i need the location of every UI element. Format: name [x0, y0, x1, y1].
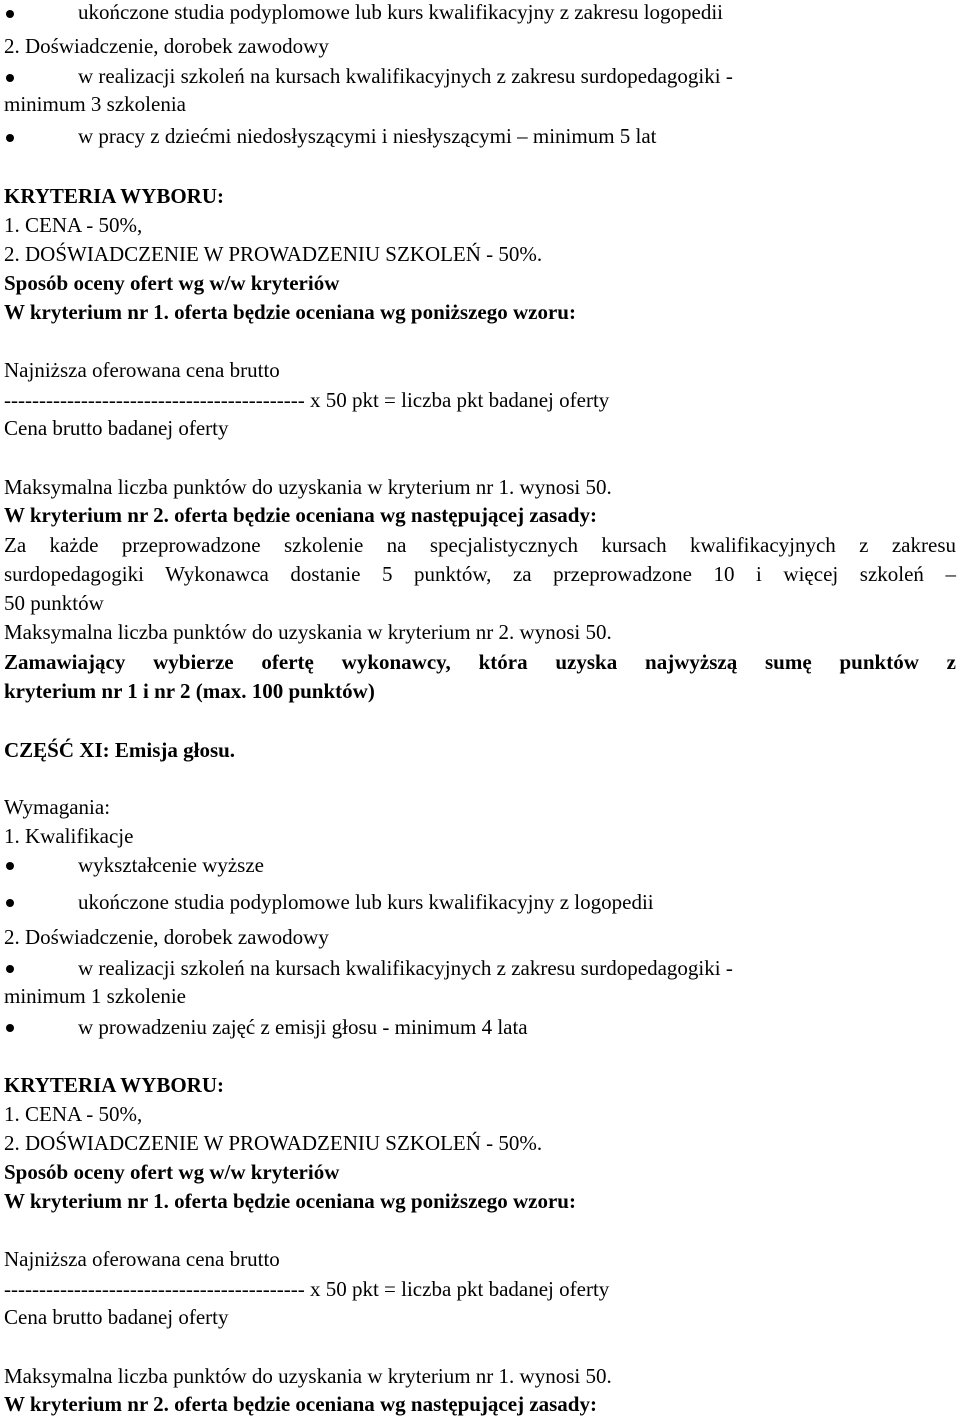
- experience-item-continuation: minimum 3 szkolenia: [4, 92, 186, 116]
- criteria-heading: KRYTERIA WYBORU:: [4, 184, 224, 208]
- requirements-heading: Wymagania:: [4, 795, 111, 819]
- criterion2-rule: 50 punktów: [4, 591, 104, 615]
- bullet-icon: [6, 134, 14, 142]
- criteria-item: 1. CENA - 50%,: [4, 213, 143, 237]
- experience-item: w realizacji szkoleń na kursach kwalifikacyjnych z zakresu surdopedagogiki -: [78, 64, 733, 88]
- experience-item: w realizacji szkoleń na kursach kwalifikacyjnych z zakresu surdopedagogiki -: [78, 956, 733, 980]
- criteria-item: 1. CENA - 50%,: [4, 1102, 143, 1126]
- criterion2-heading: W kryterium nr 2. oferta będzie oceniana wg następującej zasady:: [4, 1392, 597, 1416]
- qualification-item: ukończone studia podyplomowe lub kurs kwalifikacyjny z zakresu logopedii: [78, 0, 724, 24]
- formula-line: ------------------------------------------- x 50 pkt = liczba pkt badanej oferty: [4, 1277, 610, 1301]
- summary-continuation: kryterium nr 1 i nr 2 (max. 100 punktów): [4, 679, 375, 703]
- experience-heading: 2. Doświadczenie, dorobek zawodowy: [4, 925, 329, 949]
- criteria-heading: KRYTERIA WYBORU:: [4, 1073, 224, 1097]
- experience-item-continuation: minimum 1 szkolenie: [4, 984, 186, 1008]
- qualification-item: ukończone studia podyplomowe lub kurs kwalifikacyjny z logopedii: [78, 890, 654, 914]
- bullet-icon: [6, 1024, 14, 1032]
- qualification-item: wykształcenie wyższe: [78, 853, 264, 877]
- experience-heading: 2. Doświadczenie, dorobek zawodowy: [4, 34, 329, 58]
- evaluation-heading: Sposób oceny ofert wg w/w kryteriów: [4, 1160, 340, 1184]
- experience-item: w pracy z dziećmi niedosłyszącymi i niesłyszącymi – minimum 5 lat: [78, 124, 657, 148]
- criterion1-max: Maksymalna liczba punktów do uzyskania w kryterium nr 1. wynosi 50.: [4, 1364, 612, 1388]
- formula-line: ------------------------------------------- x 50 pkt = liczba pkt badanej oferty: [4, 388, 610, 412]
- formula-numerator: Najniższa oferowana cena brutto: [4, 1247, 280, 1271]
- criterion1-heading: W kryterium nr 1. oferta będzie oceniana wg poniższego wzoru:: [4, 300, 576, 324]
- criterion2-rule: surdopedagogiki Wykonawca dostanie 5 punktów, za przeprowadzone 10 i więcej szkoleń –: [4, 562, 956, 586]
- section-title: CZĘŚĆ XI: Emisja głosu.: [4, 738, 236, 762]
- criterion2-heading: W kryterium nr 2. oferta będzie oceniana wg następującej zasady:: [4, 503, 597, 527]
- summary: Zamawiający wybierze ofertę wykonawcy, która uzyska najwyższą sumę punktów z: [4, 650, 956, 674]
- criterion2-rule: Za każde przeprowadzone szkolenie na specjalistycznych kursach kwalifikacyjnych z zakresu: [4, 533, 956, 557]
- criteria-item: 2. DOŚWIADCZENIE W PROWADZENIU SZKOLEŃ - 50%.: [4, 1131, 543, 1155]
- bullet-icon: [6, 899, 14, 907]
- formula-denominator: Cena brutto badanej oferty: [4, 416, 229, 440]
- experience-item: w prowadzeniu zajęć z emisji głosu - minimum 4 lata: [78, 1015, 528, 1039]
- formula-denominator: Cena brutto badanej oferty: [4, 1305, 229, 1329]
- evaluation-heading: Sposób oceny ofert wg w/w kryteriów: [4, 271, 340, 295]
- formula-numerator: Najniższa oferowana cena brutto: [4, 358, 280, 382]
- bullet-icon: [6, 862, 14, 870]
- criterion1-heading: W kryterium nr 1. oferta będzie oceniana wg poniższego wzoru:: [4, 1189, 576, 1213]
- bullet-icon: [6, 10, 14, 18]
- bullet-icon: [6, 965, 14, 973]
- criterion1-max: Maksymalna liczba punktów do uzyskania w kryterium nr 1. wynosi 50.: [4, 475, 612, 499]
- criterion2-max: Maksymalna liczba punktów do uzyskania w kryterium nr 2. wynosi 50.: [4, 620, 612, 644]
- bullet-icon: [6, 74, 14, 82]
- qualifications-heading: 1. Kwalifikacje: [4, 824, 134, 848]
- criteria-item: 2. DOŚWIADCZENIE W PROWADZENIU SZKOLEŃ - 50%.: [4, 242, 543, 266]
